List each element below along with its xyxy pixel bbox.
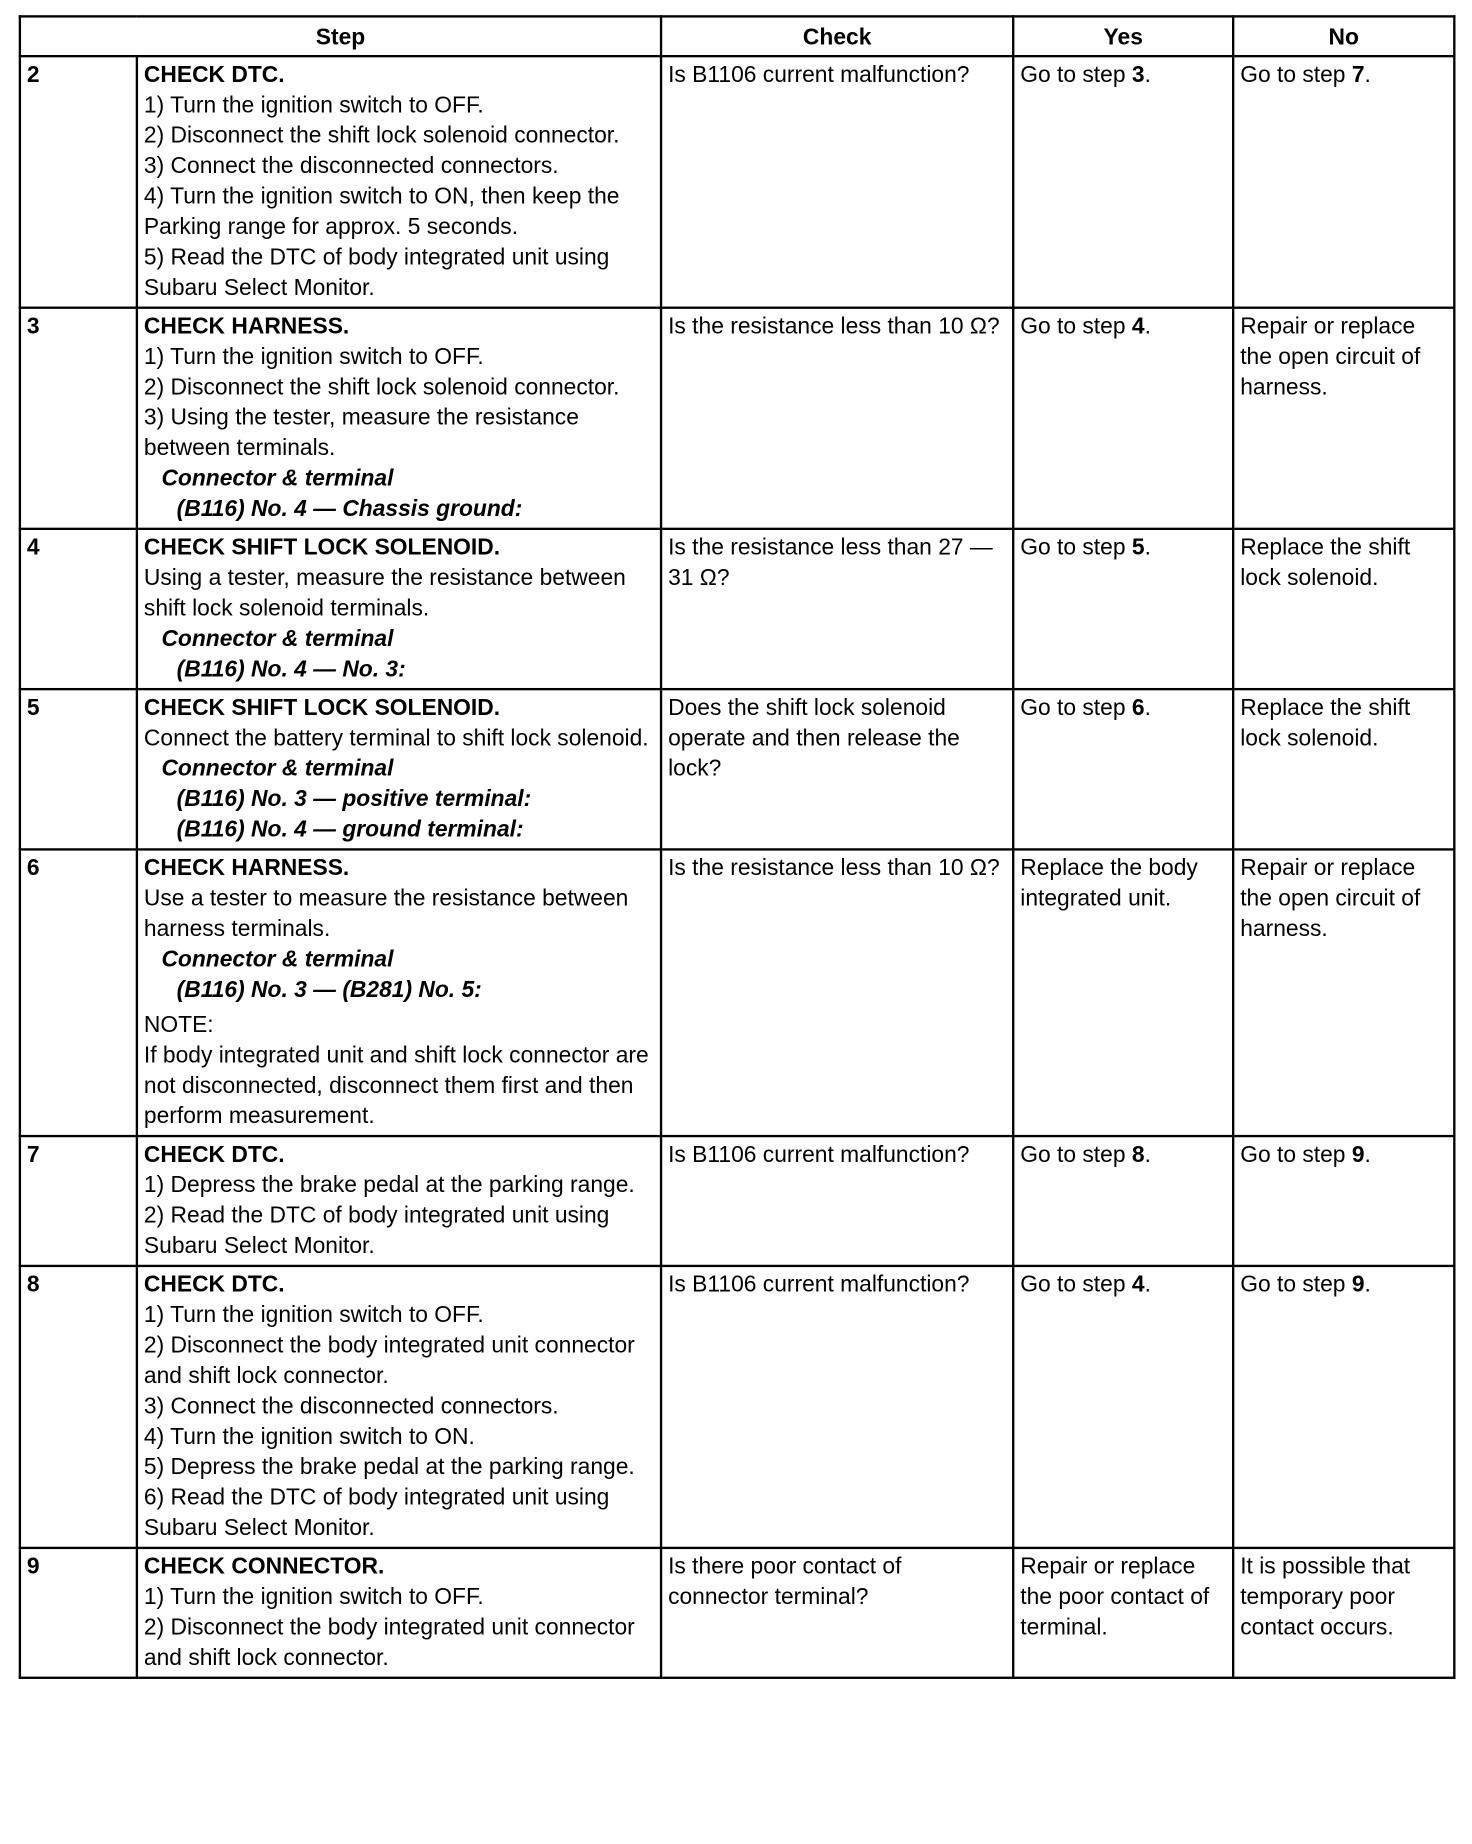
step-instructions — [137, 849, 661, 1136]
step-instructions — [137, 689, 661, 849]
table-row — [20, 529, 1454, 689]
yes-action — [1013, 529, 1233, 689]
no-action: Replace the shift lock solenoid. — [1233, 529, 1454, 689]
step-title: CHECK DTC. — [143, 1141, 285, 1168]
step-line: 3) Connect the disconnected connectors. — [143, 153, 559, 180]
no-suffix: . — [1364, 62, 1371, 88]
yes-prefix: Go to step — [1020, 694, 1132, 721]
connector-terminal-spec: (B116) No. 3 — (B281) No. 5: — [176, 976, 482, 1003]
step-number: 6 — [20, 849, 137, 1136]
step-title: CHECK CONNECTOR. — [143, 1553, 385, 1580]
yes-prefix: Go to step — [1020, 534, 1132, 561]
step-title: CHECK SHIFT LOCK SOLENOID. — [143, 534, 501, 561]
no-action: Repair or replace the open circuit of harness. — [1233, 308, 1454, 529]
yes-prefix: Go to step — [1020, 1271, 1132, 1298]
connector-terminal-spec: (B116) No. 4 — ground terminal: — [176, 816, 524, 843]
yes-suffix: . — [1144, 62, 1151, 88]
connector-terminal-heading: Connector & terminal — [161, 625, 394, 652]
yes-suffix: . — [1144, 534, 1151, 561]
step-instructions — [137, 1266, 661, 1548]
connector-terminal-spec: (B116) No. 4 — Chassis ground: — [176, 496, 523, 522]
yes-suffix: . — [1144, 694, 1151, 721]
table-row — [20, 56, 1454, 308]
yes-action: Replace the body integrated unit. — [1013, 849, 1233, 1136]
step-line: Connect the battery terminal to shift lock solenoid. — [143, 725, 649, 752]
yes-prefix: Go to step — [1020, 313, 1132, 340]
step-line: 4) Turn the ignition switch to ON. — [143, 1423, 475, 1450]
step-line: 2) Disconnect the shift lock solenoid connector. — [143, 374, 620, 401]
check-question: Is the resistance less than 10 Ω? — [661, 849, 1013, 1136]
yes-step-number: 5 — [1131, 534, 1145, 561]
yes-action — [1013, 689, 1233, 849]
step-number: 5 — [20, 689, 137, 849]
no-action: Repair or replace the open circuit of harness. — [1233, 849, 1454, 1136]
yes-step-number: 8 — [1131, 1141, 1145, 1168]
step-line: Use a tester to measure the resistance between harness terminals. — [143, 885, 629, 942]
check-question: Is the resistance less than 10 Ω? — [661, 308, 1013, 529]
table-row — [20, 1136, 1454, 1266]
check-question: Is B1106 current malfunction? — [661, 1136, 1013, 1266]
step-number: 2 — [20, 56, 137, 308]
no-step-number: 7 — [1351, 62, 1365, 88]
check-question: Does the shift lock solenoid operate and then release the lock? — [661, 689, 1013, 849]
connector-terminal-spec: (B116) No. 4 — No. 3: — [176, 656, 406, 683]
no-action — [1233, 1266, 1454, 1548]
yes-step-number: 4 — [1131, 1271, 1145, 1298]
table-row — [20, 308, 1454, 529]
connector-terminal-heading: Connector & terminal — [161, 946, 394, 973]
yes-action — [1013, 308, 1233, 529]
step-line: 2) Disconnect the shift lock solenoid connector. — [143, 122, 620, 149]
note-text: If body integrated unit and shift lock connector are not disconnected, disconnect them first and then perform measurement. — [143, 1042, 649, 1130]
header-check: Check — [661, 16, 1013, 56]
step-instructions — [137, 529, 661, 689]
yes-suffix: . — [1144, 1271, 1151, 1298]
table-row — [20, 849, 1454, 1136]
diagnostic-table — [19, 15, 1456, 1679]
step-line: 2) Read the DTC of body integrated unit using Subaru Select Monitor. — [143, 1202, 610, 1259]
yes-suffix: . — [1144, 313, 1151, 340]
step-number: 4 — [20, 529, 137, 689]
step-instructions — [137, 1548, 661, 1678]
step-title: CHECK SHIFT LOCK SOLENOID. — [143, 694, 501, 721]
step-title: CHECK DTC. — [143, 62, 285, 88]
yes-prefix: Go to step — [1020, 62, 1132, 88]
yes-step-number: 4 — [1131, 313, 1145, 340]
step-line: 3) Using the tester, measure the resistance between terminals. — [143, 404, 579, 461]
step-line: 1) Turn the ignition switch to OFF. — [143, 92, 484, 119]
no-step-number: 9 — [1351, 1271, 1365, 1298]
table-body — [20, 56, 1454, 1678]
step-instructions — [137, 56, 661, 308]
check-question: Is the resistance less than 27 — 31 Ω? — [661, 529, 1013, 689]
no-action — [1233, 1136, 1454, 1266]
yes-step-number: 3 — [1131, 62, 1145, 88]
check-question: Is B1106 current malfunction? — [661, 56, 1013, 308]
no-action: Replace the shift lock solenoid. — [1233, 689, 1454, 849]
table-row — [20, 1266, 1454, 1548]
step-title: CHECK HARNESS. — [143, 855, 350, 882]
no-action: It is possible that temporary poor contact occurs. — [1233, 1548, 1454, 1678]
step-line: 5) Depress the brake pedal at the parking range. — [143, 1454, 635, 1481]
check-question: Is there poor contact of connector terminal? — [661, 1548, 1013, 1678]
header-step: Step — [20, 16, 661, 56]
connector-terminal-heading: Connector & terminal — [161, 465, 394, 492]
yes-action: Repair or replace the poor contact of terminal. — [1013, 1548, 1233, 1678]
step-line: 1) Turn the ignition switch to OFF. — [143, 1302, 484, 1328]
step-title: CHECK HARNESS. — [143, 313, 350, 340]
step-line: 2) Disconnect the body integrated unit connector and shift lock connector. — [143, 1614, 635, 1671]
header-row — [20, 16, 1454, 56]
table-row — [20, 1548, 1454, 1678]
step-line: 1) Turn the ignition switch to OFF. — [143, 1584, 484, 1610]
step-line: 1) Depress the brake pedal at the parking range. — [143, 1172, 635, 1199]
no-suffix: . — [1364, 1271, 1371, 1298]
yes-step-number: 6 — [1131, 694, 1145, 721]
yes-action — [1013, 1136, 1233, 1266]
note-label: NOTE: — [143, 1012, 214, 1038]
step-instructions — [137, 1136, 661, 1266]
header-no: No — [1233, 16, 1454, 56]
no-prefix: Go to step — [1240, 1141, 1352, 1168]
yes-suffix: . — [1144, 1141, 1151, 1168]
no-step-number: 9 — [1351, 1141, 1365, 1168]
step-instructions — [137, 308, 661, 529]
no-prefix: Go to step — [1240, 1271, 1352, 1298]
step-line: 4) Turn the ignition switch to ON, then keep the Parking range for approx. 5 seconds. — [143, 183, 620, 240]
connector-terminal-spec: (B116) No. 3 — positive terminal: — [176, 786, 532, 812]
yes-action — [1013, 56, 1233, 308]
step-number: 8 — [20, 1266, 137, 1548]
no-suffix: . — [1364, 1141, 1371, 1168]
step-line: 1) Turn the ignition switch to OFF. — [143, 343, 484, 370]
step-line: 3) Connect the disconnected connectors. — [143, 1393, 559, 1420]
step-line: 5) Read the DTC of body integrated unit using Subaru Select Monitor. — [143, 244, 610, 301]
check-question: Is B1106 current malfunction? — [661, 1266, 1013, 1548]
yes-action — [1013, 1266, 1233, 1548]
step-number: 7 — [20, 1136, 137, 1266]
header-yes: Yes — [1013, 16, 1233, 56]
step-number: 3 — [20, 308, 137, 529]
table-row — [20, 689, 1454, 849]
step-line: 6) Read the DTC of body integrated unit using Subaru Select Monitor. — [143, 1484, 610, 1541]
no-prefix: Go to step — [1240, 62, 1352, 88]
step-title: CHECK DTC. — [143, 1271, 285, 1298]
connector-terminal-heading: Connector & terminal — [161, 755, 394, 782]
step-number: 9 — [20, 1548, 137, 1678]
yes-prefix: Go to step — [1020, 1141, 1132, 1168]
step-line: 2) Disconnect the body integrated unit connector and shift lock connector. — [143, 1332, 635, 1389]
step-line: Using a tester, measure the resistance between shift lock solenoid terminals. — [143, 565, 626, 622]
no-action — [1233, 56, 1454, 308]
